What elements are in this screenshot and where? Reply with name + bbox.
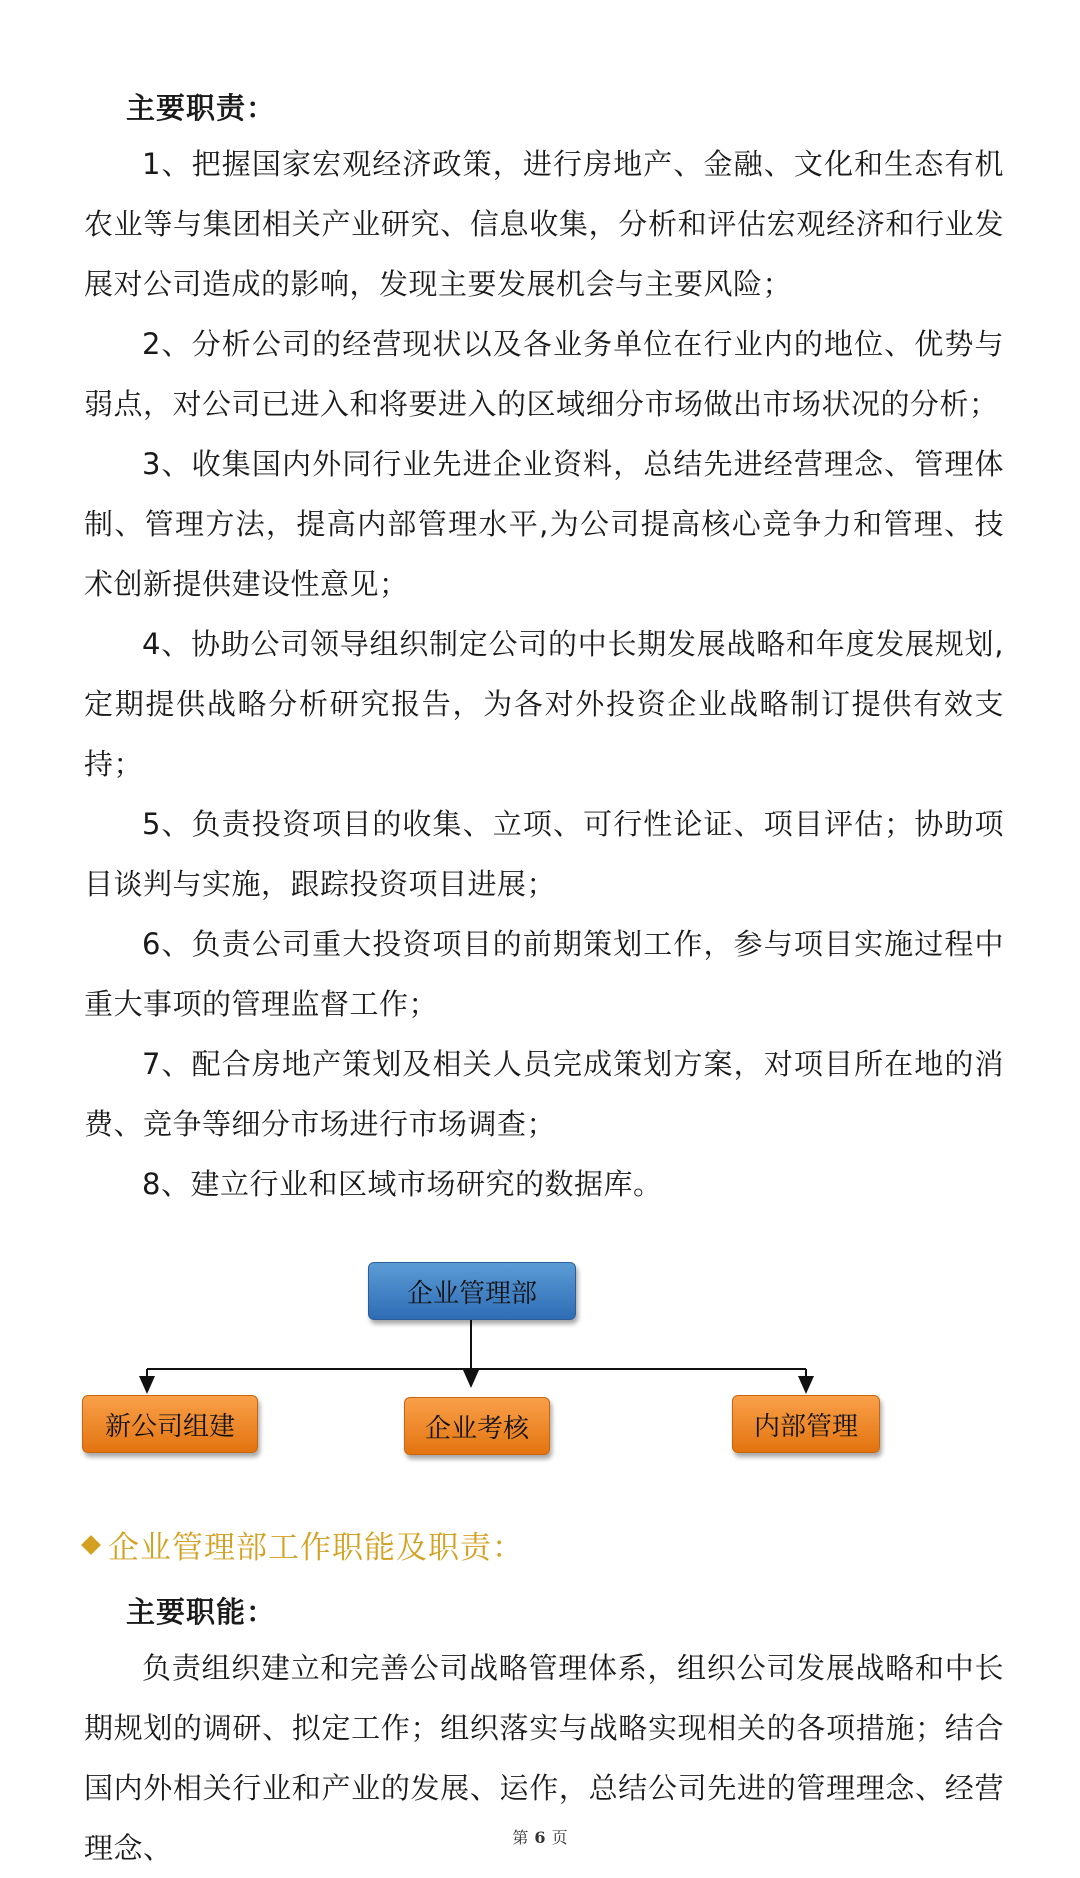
org-child-assessment: 企业考核 (404, 1397, 550, 1455)
duty-item-4: 4、协助公司领导组织制定公司的中长期发展战略和年度发展规划,定期提供战略分析研究报告，为各对外投资企业战略制订提供有效支持； (84, 627, 1004, 781)
page-footer-prefix: 第 (512, 1828, 529, 1847)
functions-paragraph: 负责组织建立和完善公司战略管理体系，组织公司发展战略和中长期规划的调研、拟定工作；组织落实与战略实现相关的各项措施；结合国内外相关行业和产业的发展、运作，总结公司先进的管理理念、经营理念、 (84, 1651, 1004, 1865)
diamond-bullet-icon (81, 1535, 101, 1555)
duty-item-8: 8、建立行业和区域市场研究的数据库。 (142, 1167, 663, 1201)
org-root-node: 企业管理部 (368, 1262, 576, 1320)
org-child-internal-management: 内部管理 (732, 1395, 880, 1453)
duty-item-3: 3、收集国内外同行业先进企业资料，总结先进经营理念、管理体制、管理方法，提高内部管理水平,为公司提高核心竞争力和管理、技术创新提供建设性意见； (84, 447, 1004, 601)
functions-heading: 主要职能： (126, 1595, 277, 1629)
section-title-text: 企业管理部工作职能及职责： (108, 1530, 524, 1566)
duty-item-5: 5、负责投资项目的收集、立项、可行性论证、项目评估；协助项目谈判与实施，跟踪投资项目进展； (84, 807, 1004, 901)
page-number: 6 (534, 1828, 546, 1847)
duty-item-2: 2、分析公司的经营现状以及各业务单位在行业内的地位、优势与弱点，对公司已进入和将要进入的区域细分市场做出市场状况的分析； (84, 327, 1004, 421)
org-child-new-company: 新公司组建 (82, 1395, 258, 1453)
page-footer (0, 1825, 1080, 1848)
duty-item-6: 6、负责公司重大投资项目的前期策划工作，参与项目实施过程中重大事项的管理监督工作； (84, 927, 1004, 1021)
page-footer-suffix: 页 (551, 1828, 568, 1847)
section-title (84, 1522, 524, 1567)
duty-item-7: 7、配合房地产策划及相关人员完成策划方案，对项目所在地的消费、竞争等细分市场进行市场调查； (84, 1047, 1004, 1141)
duty-item-1: 1、把握国家宏观经济政策，进行房地产、金融、文化和生态有机农业等与集团相关产业研究、信息收集，分析和评估宏观经济和行业发展对公司造成的影响，发现主要发展机会与主要风险； (84, 147, 1004, 301)
duties-heading: 主要职责： (126, 91, 277, 125)
